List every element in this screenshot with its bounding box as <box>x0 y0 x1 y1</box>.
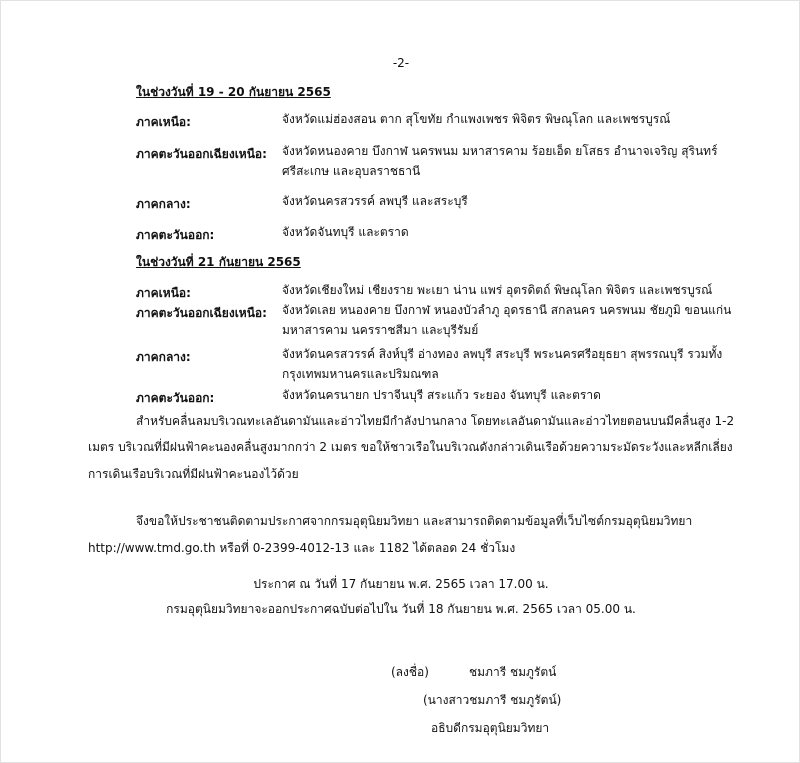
period1-heading: ในช่วงวันที่ 19 - 20 กันยายน 2565 <box>136 85 331 99</box>
period2-north-provinces: จังหวัดเชียงใหม่ เชียงราย พะเยา น่าน แพร่ อุตรดิตถ์ พิษณุโลก พิจิตร และเพชรบูรณ์ <box>282 283 713 297</box>
wave-paragraph-line1: สำหรับคลื่นลมบริเวณทะเลอันดามันและอ่าวไทยมีกำลังปานกลาง โดยทะเลอันดามันและอ่าวไทยตอนบนมีคลื่นสูง 1-2 <box>136 414 735 428</box>
period1-east-provinces: จังหวัดจันทบุรี และตราด <box>282 225 409 239</box>
period2-central-line2: กรุงเทพมหานครและปริมณฑล <box>282 367 439 381</box>
period2-northeast-line2: มหาสารคาม นครราชสีมา และบุรีรัมย์ <box>282 323 479 337</box>
signatory-title: อธิบดีกรมอุตุนิยมวิทยา <box>431 721 550 735</box>
period2-central-label: ภาคกลาง: <box>136 350 191 364</box>
period2-north-label: ภาคเหนือ: <box>136 286 191 300</box>
period2-east-provinces: จังหวัดนครนายก ปราจีนบุรี สระแก้ว ระยอง จันทบุรี และตราด <box>282 388 601 402</box>
period1-north-provinces: จังหวัดแม่ฮ่องสอน ตาก สุโขทัย กำแพงเพชร พิจิตร พิษณุโลก และเพชรบูรณ์ <box>282 112 671 126</box>
period1-central-label: ภาคกลาง: <box>136 197 191 211</box>
period1-northeast-line2: ศรีสะเกษ และอุบลราชธานี <box>282 164 421 178</box>
period2-northeast-label: ภาคตะวันออกเฉียงเหนือ: <box>136 306 267 320</box>
announcement-time: ประกาศ ณ วันที่ 17 กันยายน พ.ศ. 2565 เวลา 17.00 น. <box>253 577 549 591</box>
period2-heading: ในช่วงวันที่ 21 กันยายน 2565 <box>136 255 301 269</box>
wave-paragraph-line3: การเดินเรือบริเวณที่มีฝนฟ้าคะนองไว้ด้วย <box>88 467 299 481</box>
period2-northeast-line1: จังหวัดเลย หนองคาย บึงกาฬ หนองบัวลำภู อุดรธานี สกลนคร นครพนม ชัยภูมิ ขอนแก่น <box>282 303 732 317</box>
period1-east-label: ภาคตะวันออก: <box>136 228 215 242</box>
signatory-full-name: (นางสาวชมภารี ชมภูรัตน์) <box>423 693 562 707</box>
period1-northeast-label: ภาคตะวันออกเฉียงเหนือ: <box>136 147 267 161</box>
period2-central-line1: จังหวัดนครสวรรค์ สิงห์บุรี อ่างทอง ลพบุรี สระบุรี พระนครศรีอยุธยา สุพรรณบุรี รวมทั้ง <box>282 347 723 361</box>
sign-label: (ลงชื่อ) <box>391 665 429 679</box>
period1-central-provinces: จังหวัดนครสวรรค์ ลพบุรี และสระบุรี <box>282 194 468 208</box>
follow-paragraph-line1: จึงขอให้ประชาชนติดตามประกาศจากกรมอุตุนิยมวิทยา และสามารถติดตามข้อมูลที่เว็บไซต์กรมอุตุนิยมวิทยา <box>136 514 693 528</box>
signed-name: ชมภารี ชมภูรัตน์ <box>469 665 557 679</box>
page-number: -2- <box>392 56 410 70</box>
period1-north-label: ภาคเหนือ: <box>136 115 191 129</box>
follow-paragraph-line2: http://www.tmd.go.th หรือที่ 0-2399-4012-13 และ 1182 ได้ตลอด 24 ชั่วโมง <box>88 541 516 555</box>
wave-paragraph-line2: เมตร บริเวณที่มีฝนฟ้าคะนองคลื่นสูงมากกว่า 2 เมตร ขอให้ชาวเรือในบริเวณดังกล่าวเดินเรือด้วยความระมัดระวังและหลีกเลี่ยง <box>88 440 733 454</box>
next-announcement: กรมอุตุนิยมวิทยาจะออกประกาศฉบับต่อไปใน วันที่ 18 กันยายน พ.ศ. 2565 เวลา 05.00 น. <box>166 602 636 616</box>
period1-northeast-line1: จังหวัดหนองคาย บึงกาฬ นครพนม มหาสารคาม ร้อยเอ็ด ยโสธร อำนาจเจริญ สุรินทร์ <box>282 144 718 158</box>
period2-east-label: ภาคตะวันออก: <box>136 391 215 405</box>
